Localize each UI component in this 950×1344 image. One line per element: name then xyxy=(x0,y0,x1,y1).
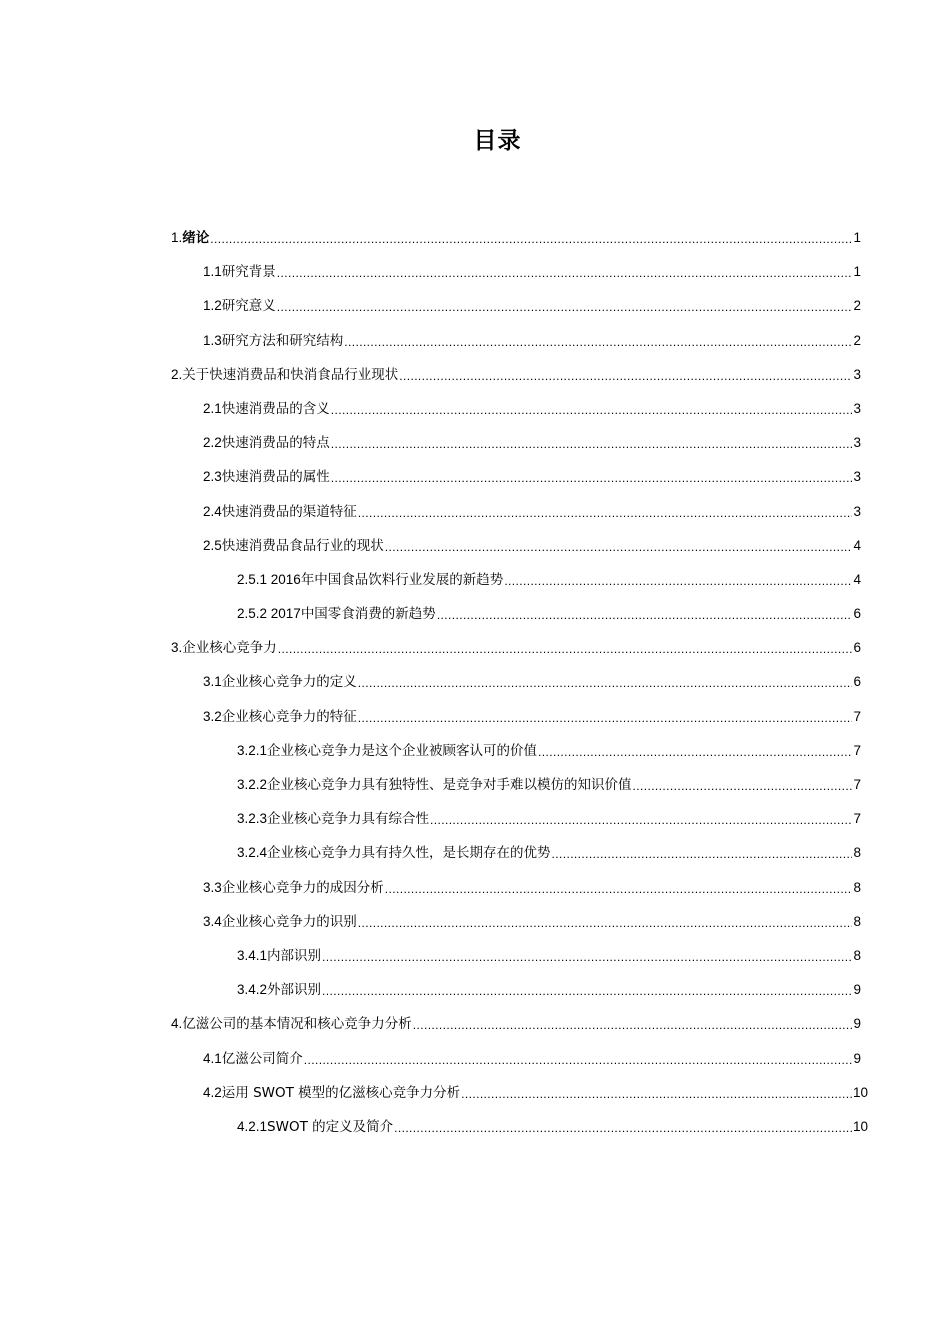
toc-entry[interactable] xyxy=(171,1011,861,1045)
toc-dot-leader xyxy=(322,978,852,1004)
toc-entry-number: 2.5 xyxy=(203,537,222,553)
toc-entry[interactable] xyxy=(171,1080,869,1114)
toc-entry[interactable] xyxy=(171,567,861,601)
toc-entry[interactable] xyxy=(171,1046,861,1080)
toc-dot-leader xyxy=(331,397,852,423)
toc-entry-number: 4.2.1 xyxy=(237,1118,268,1134)
toc-entry[interactable] xyxy=(171,909,861,943)
toc-entry[interactable] xyxy=(171,840,861,874)
toc-entry-page-number: 9 xyxy=(853,982,861,998)
toc-entry-number: 2. xyxy=(171,366,183,382)
toc-entry-title: 研究方法和研究结构 xyxy=(221,332,344,349)
toc-entry-number: 3.2.3 xyxy=(237,811,268,827)
toc-entry-title: 快速消费品食品行业的现状 xyxy=(221,537,384,554)
toc-entry-title: SWOT 的定义及简介 xyxy=(267,1118,394,1135)
toc-entry-title: 研究意义 xyxy=(221,298,276,315)
toc-entry-title: 绪论 xyxy=(182,230,210,246)
toc-entry-title: 企业核心竞争力的识别 xyxy=(221,913,357,930)
toc-entry-page-number: 3 xyxy=(853,400,861,416)
toc-entry-number: 1. xyxy=(171,230,183,245)
toc-entry-title: 企业核心竞争力的特征 xyxy=(221,708,357,725)
toc-entry-page-number: 6 xyxy=(853,606,861,622)
toc-entry-title: 年中国食品饮料行业发展的新趋势 xyxy=(300,571,504,588)
toc-entry-title: 企业核心竞争力具有持久性，是长期存在的优势 xyxy=(267,845,551,862)
toc-dot-leader xyxy=(552,841,852,867)
toc-entry-number: 3.4.1 xyxy=(237,947,268,963)
toc-entry[interactable] xyxy=(171,601,861,635)
toc-dot-leader xyxy=(430,807,852,833)
toc-entry-number: 2.1 xyxy=(203,400,222,416)
toc-entry-number: 3.2.1 xyxy=(237,742,268,758)
toc-dot-leader xyxy=(277,260,852,286)
toc-entry-number: 2.5.1 2016 xyxy=(237,571,301,587)
toc-dot-leader xyxy=(437,602,852,628)
toc-entry[interactable] xyxy=(171,977,861,1011)
toc-entry-page-number: 6 xyxy=(853,640,861,656)
toc-entry[interactable] xyxy=(171,943,861,977)
toc-entry-page-number: 7 xyxy=(853,777,861,792)
toc-entry-number: 3.3 xyxy=(203,879,222,895)
toc-entry-title: 亿滋公司的基本情况和核心竞争力分析 xyxy=(182,1016,412,1033)
toc-entry[interactable] xyxy=(171,259,861,293)
toc-entry-title: 企业核心竞争力具有独特性、是竞争对手难以模仿的知识价值 xyxy=(267,777,632,793)
toc-dot-leader xyxy=(538,739,852,765)
toc-entry-title: 快速消费品的渠道特征 xyxy=(221,503,357,520)
toc-entry[interactable] xyxy=(171,293,861,327)
toc-entry-page-number: 4 xyxy=(853,571,861,587)
toc-entry-page-number: 8 xyxy=(853,913,861,929)
toc-entry-number: 1.1 xyxy=(203,264,222,280)
toc-entry-page-number: 8 xyxy=(853,845,861,861)
toc-entry[interactable] xyxy=(171,704,861,738)
toc-entry-number: 2.2 xyxy=(203,435,222,451)
toc-entry-title: 中国零食消费的新趋势 xyxy=(300,606,436,623)
toc-entry-title: 企业核心竞争力是这个企业被顾客认可的价值 xyxy=(267,742,538,759)
toc-dot-leader xyxy=(358,910,852,936)
toc-entry[interactable] xyxy=(171,362,861,396)
toc-entry-number: 1.2 xyxy=(203,298,222,314)
toc-dot-leader xyxy=(394,1115,852,1141)
toc-entry-page-number: 7 xyxy=(853,708,861,724)
toc-entry-title: 外部识别 xyxy=(267,982,322,999)
toc-entry-title: 企业核心竞争力具有综合性 xyxy=(267,811,430,828)
toc-entry[interactable] xyxy=(171,635,861,669)
toc-entry-title: 企业核心竞争力的成因分析 xyxy=(221,879,384,896)
toc-entry[interactable] xyxy=(171,1114,869,1148)
toc-entry-number: 3.4.2 xyxy=(237,982,268,998)
toc-entry-page-number: 10 xyxy=(853,1084,869,1100)
toc-entry-title: 企业核心竞争力 xyxy=(182,640,277,657)
toc-dot-leader xyxy=(331,431,852,457)
toc-entry-number: 3.1 xyxy=(203,674,222,690)
page-title: 目录 xyxy=(473,128,522,155)
toc-entry-title: 关于快速消费品和快消食品行业现状 xyxy=(182,366,399,383)
toc-entry-number: 3.2 xyxy=(203,708,222,724)
toc-entry[interactable] xyxy=(171,772,861,806)
toc-entry-title: 研究背景 xyxy=(221,264,276,281)
toc-entry-number: 1.3 xyxy=(203,332,222,348)
toc-dot-leader xyxy=(210,226,852,252)
toc-entry-page-number: 1 xyxy=(853,264,861,280)
toc-dot-leader xyxy=(322,944,852,970)
toc-entry-number: 4.1 xyxy=(203,1050,222,1066)
toc-entry-page-number: 3 xyxy=(853,366,861,382)
toc-entry[interactable] xyxy=(171,738,861,772)
toc-entry[interactable] xyxy=(171,328,861,362)
table-of-contents xyxy=(171,225,869,1148)
toc-entry-title: 企业核心竞争力的定义 xyxy=(221,674,357,691)
toc-entry-page-number: 3 xyxy=(853,435,861,451)
toc-entry[interactable] xyxy=(171,430,861,464)
toc-dot-leader xyxy=(504,568,852,594)
toc-entry[interactable] xyxy=(171,806,861,840)
toc-entry-title: 快速消费品的含义 xyxy=(221,400,330,417)
toc-dot-leader xyxy=(358,670,852,696)
toc-dot-leader xyxy=(277,294,852,320)
toc-entry-number: 3.2.2 xyxy=(237,777,268,792)
toc-entry-title: 内部识别 xyxy=(267,947,322,964)
toc-entry-title: 亿滋公司简介 xyxy=(221,1050,303,1067)
toc-dot-leader xyxy=(385,534,852,560)
toc-entry-page-number: 8 xyxy=(853,879,861,895)
toc-dot-leader xyxy=(399,363,852,389)
toc-entry-number: 3.2.4 xyxy=(237,845,268,861)
toc-entry-page-number: 7 xyxy=(853,742,861,758)
toc-entry-title: 快速消费品的特点 xyxy=(221,435,330,452)
toc-dot-leader xyxy=(344,329,852,355)
toc-entry-number: 2.3 xyxy=(203,469,222,485)
toc-entry[interactable] xyxy=(171,464,861,498)
toc-entry-number: 3.4 xyxy=(203,913,222,929)
toc-entry-page-number: 9 xyxy=(853,1050,861,1066)
toc-entry-page-number: 2 xyxy=(853,298,861,314)
toc-entry-page-number: 1 xyxy=(853,230,861,245)
toc-entry[interactable] xyxy=(171,396,861,430)
toc-dot-leader xyxy=(278,636,852,662)
toc-dot-leader xyxy=(633,773,852,799)
toc-entry-page-number: 6 xyxy=(853,674,861,690)
toc-entry-number: 4. xyxy=(171,1016,183,1032)
toc-dot-leader xyxy=(304,1047,852,1073)
toc-dot-leader xyxy=(331,465,852,491)
toc-dot-leader xyxy=(358,500,852,526)
toc-entry-number: 2.4 xyxy=(203,503,222,519)
toc-entry-page-number: 2 xyxy=(853,332,861,348)
toc-entry[interactable] xyxy=(171,669,861,703)
toc-entry-title: 运用 SWOT 模型的亿滋核心竞争力分析 xyxy=(221,1084,461,1101)
toc-entry-page-number: 3 xyxy=(853,503,861,519)
toc-entry-number: 4.2 xyxy=(203,1084,222,1100)
toc-dot-leader xyxy=(413,1012,852,1038)
toc-entry[interactable] xyxy=(171,499,861,533)
toc-entry-page-number: 3 xyxy=(853,469,861,485)
toc-entry-page-number: 8 xyxy=(853,947,861,963)
toc-dot-leader xyxy=(358,705,852,731)
toc-dot-leader xyxy=(461,1081,852,1107)
toc-entry-page-number: 7 xyxy=(853,811,861,827)
toc-entry[interactable] xyxy=(171,533,861,567)
toc-entry-number: 3. xyxy=(171,640,183,656)
toc-entry-page-number: 4 xyxy=(853,537,861,553)
toc-entry-page-number: 10 xyxy=(853,1118,869,1134)
toc-entry-title: 快速消费品的属性 xyxy=(221,469,330,486)
toc-dot-leader xyxy=(385,876,852,902)
toc-entry[interactable] xyxy=(171,225,861,259)
toc-entry[interactable] xyxy=(171,875,861,909)
toc-entry-page-number: 9 xyxy=(853,1016,861,1032)
toc-entry-number: 2.5.2 2017 xyxy=(237,606,301,622)
